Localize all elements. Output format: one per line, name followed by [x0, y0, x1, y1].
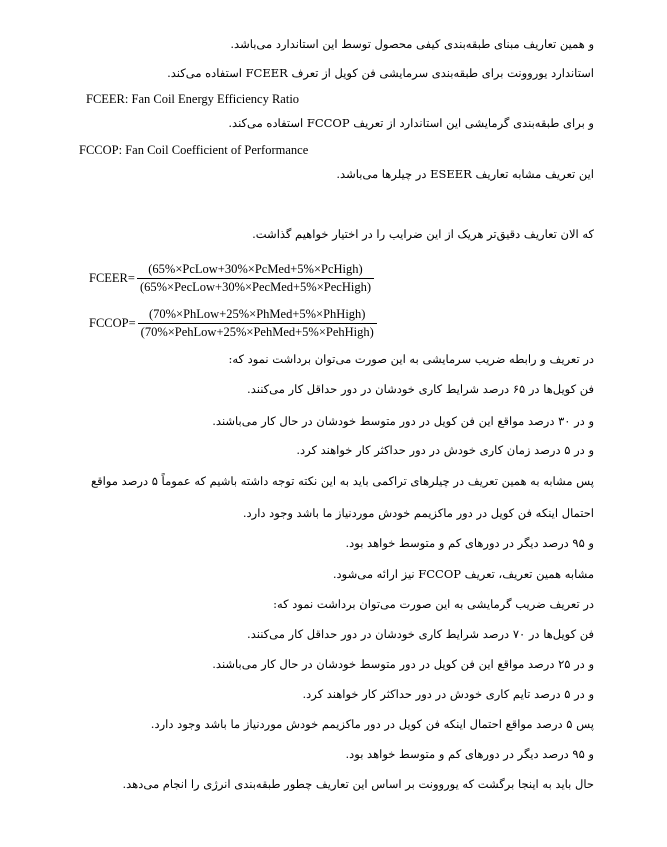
text-line: و در ۳۰ درصد مواقع این فن کویل در دور متوسط خودشان در حال کار می‌باشند. [212, 414, 594, 428]
text-line: پس ۵ درصد مواقع احتمال اینکه فن کویل در دور ماکزیمم خودش موردنیاز ما باشد وجود دارد. [150, 717, 594, 731]
text-line: در تعریف ضریب گرمایشی به این صورت می‌توان برداشت نمود که: [273, 597, 594, 611]
text-line: استاندارد یوروونت برای طبقه‌بندی سرمایشی فن کویل از تعرف FCEER استفاده می‌کند. [167, 66, 594, 80]
fraction [137, 262, 374, 295]
formula-numerator: (70%×PhLow+25%×PhMed+5%×PhHigh) [148, 307, 366, 321]
text-line: در تعریف و رابطه ضریب سرمایشی به این صورت می‌توان برداشت نمود که: [228, 352, 594, 366]
text-line: و در ۵ درصد تایم کاری خودش در دور حداکثر کار خواهند کرد. [302, 687, 594, 701]
text-line: و برای طبقه‌بندی گرمایشی این استاندارد از تعریف FCCOP استفاده می‌کند. [228, 116, 594, 130]
formula-numerator: (65%×PcLow+30%×PcMed+5%×PcHigh) [148, 262, 363, 276]
text-line: احتمال اینکه فن کویل در دور ماکزیمم خودش موردنیاز ما باشد وجود دارد. [242, 506, 594, 520]
formula-label: FCCOP= [89, 316, 136, 330]
text-line: این تعریف مشابه تعاریف ESEER در چیلرها می‌باشد. [336, 167, 594, 181]
formula-denominator: (70%×PehLow+25%×PehMed+5%×PehHigh) [138, 323, 377, 340]
text-line: و در ۲۵ درصد مواقع این فن کویل در دور متوسط خودشان در حال کار می‌باشند. [212, 657, 594, 671]
text-line: و همین تعاریف مبنای طبقه‌بندی کیفی محصول توسط این استاندارد می‌باشد. [230, 37, 594, 51]
text-line: و در ۵ درصد زمان کاری خودش در دور حداکثر کار خواهند کرد. [296, 443, 594, 457]
text-line: مشابه همین تعریف، تعریف FCCOP نیز ارائه می‌شود. [332, 567, 594, 581]
formula-fccop [89, 307, 377, 340]
formula-fceer [89, 262, 374, 295]
text-line: و ۹۵ درصد دیگر در دورهای کم و متوسط خواهد بود. [345, 747, 594, 761]
text-line: که الان تعاریف دقیق‌تر هریک از این ضرایب را در اختیار خواهیم گذاشت. [252, 227, 594, 241]
formula-denominator: (65%×PecLow+30%×PecMed+5%×PecHigh) [137, 278, 374, 295]
text-line: فن کویل‌ها در ۷۰ درصد شرایط کاری خودشان در دور حداقل کار می‌کنند. [247, 627, 594, 641]
definition-line-fccop: FCCOP: Fan Coil Coefficient of Performance [79, 143, 309, 157]
text-line: فن کویل‌ها در ۶۵ درصد شرایط کاری خودشان در دور حداقل کار می‌کنند. [247, 382, 594, 396]
definition-line-fceer: FCEER: Fan Coil Energy Efficiency Ratio [86, 92, 300, 106]
fraction [138, 307, 377, 340]
text-line: حال باید به اینجا برگشت که یوروونت بر اساس این تعاریف چطور طبقه‌بندی انرژی را انجام می‌دهد. [122, 777, 594, 791]
text-line: و ۹۵ درصد دیگر در دورهای کم و متوسط خواهد بود. [345, 536, 594, 550]
text-line: پس مشابه به همین تعریف در چیلرهای تراکمی باید به این نکته توجه داشته باشیم که عموماً ۵ درصد مواقع [91, 474, 594, 488]
formula-label: FCEER= [89, 271, 135, 285]
